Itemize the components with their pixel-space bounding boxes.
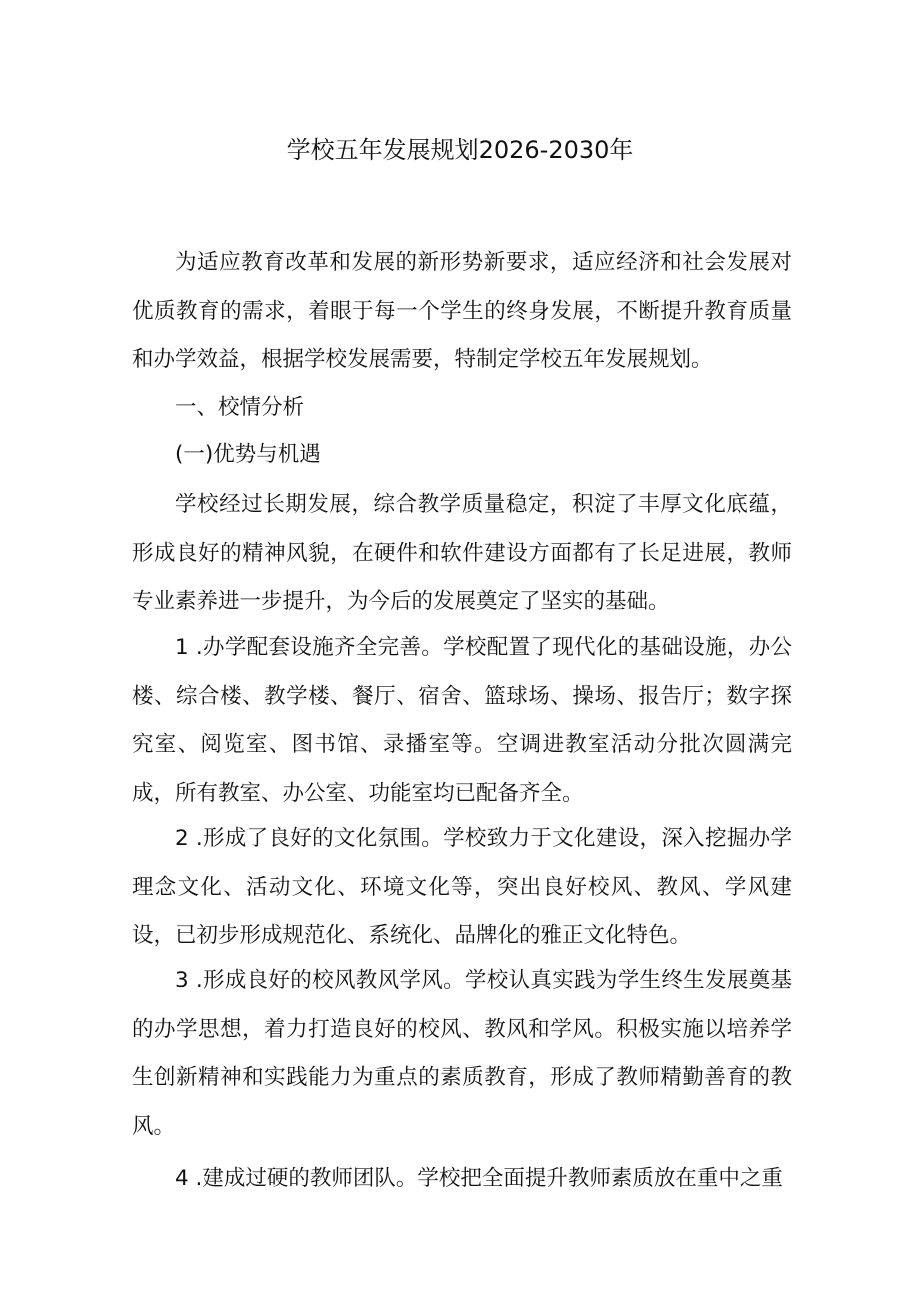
- section-heading: 一、校情分析: [175, 395, 305, 420]
- list-item-teacher-team: 4 .建成过硬的教师团队。学校把全面提升教师素质放在重中之重: [175, 1166, 783, 1191]
- list-item-facilities: 1 .办学配套设施齐全完善。学校配置了现代化的基础设施，办公楼、综合楼、教学楼、餐厅、宿舍、篮球场、操场、报告厅；数字探究室、阅览室、图书馆、录播室等。空调进教室活动分批次圆满完成，所有教室、办公室、功能室均已配备齐全。: [132, 635, 792, 806]
- intro-paragraph: 为适应教育改革和发展的新形势新要求，适应经济和社会发展对优质教育的需求，着眼于每一个学生的终身发展，不断提升教育质量和办学效益，根据学校发展需要，特制定学校五年发展规划。: [132, 250, 792, 372]
- subsection-body-paragraph: 学校经过长期发展，综合教学质量稳定，积淀了丰厚文化底蕴，形成良好的精神风貌，在硬件和软件建设方面都有了长足进展，教师专业素养进一步提升，为今后的发展奠定了坚实的基础。: [132, 492, 792, 614]
- list-item-culture: 2 .形成了良好的文化氛围。学校致力于文化建设，深入挖掘办学理念文化、活动文化、环境文化等，突出良好校风、教风、学风建设，已初步形成规范化、系统化、品牌化的雅正文化特色。: [132, 826, 792, 948]
- subsection-heading: (一)优势与机遇: [175, 442, 321, 467]
- list-item-school-spirit: 3 .形成良好的校风教风学风。学校认真实践为学生终生发展奠基的办学思想，着力打造良好的校风、教风和学风。积极实施以培养学生创新精神和实践能力为重点的素质教育，形成了教师精勤善育的教风。: [132, 968, 792, 1139]
- document-title: 学校五年发展规划2026-2030年: [286, 136, 634, 164]
